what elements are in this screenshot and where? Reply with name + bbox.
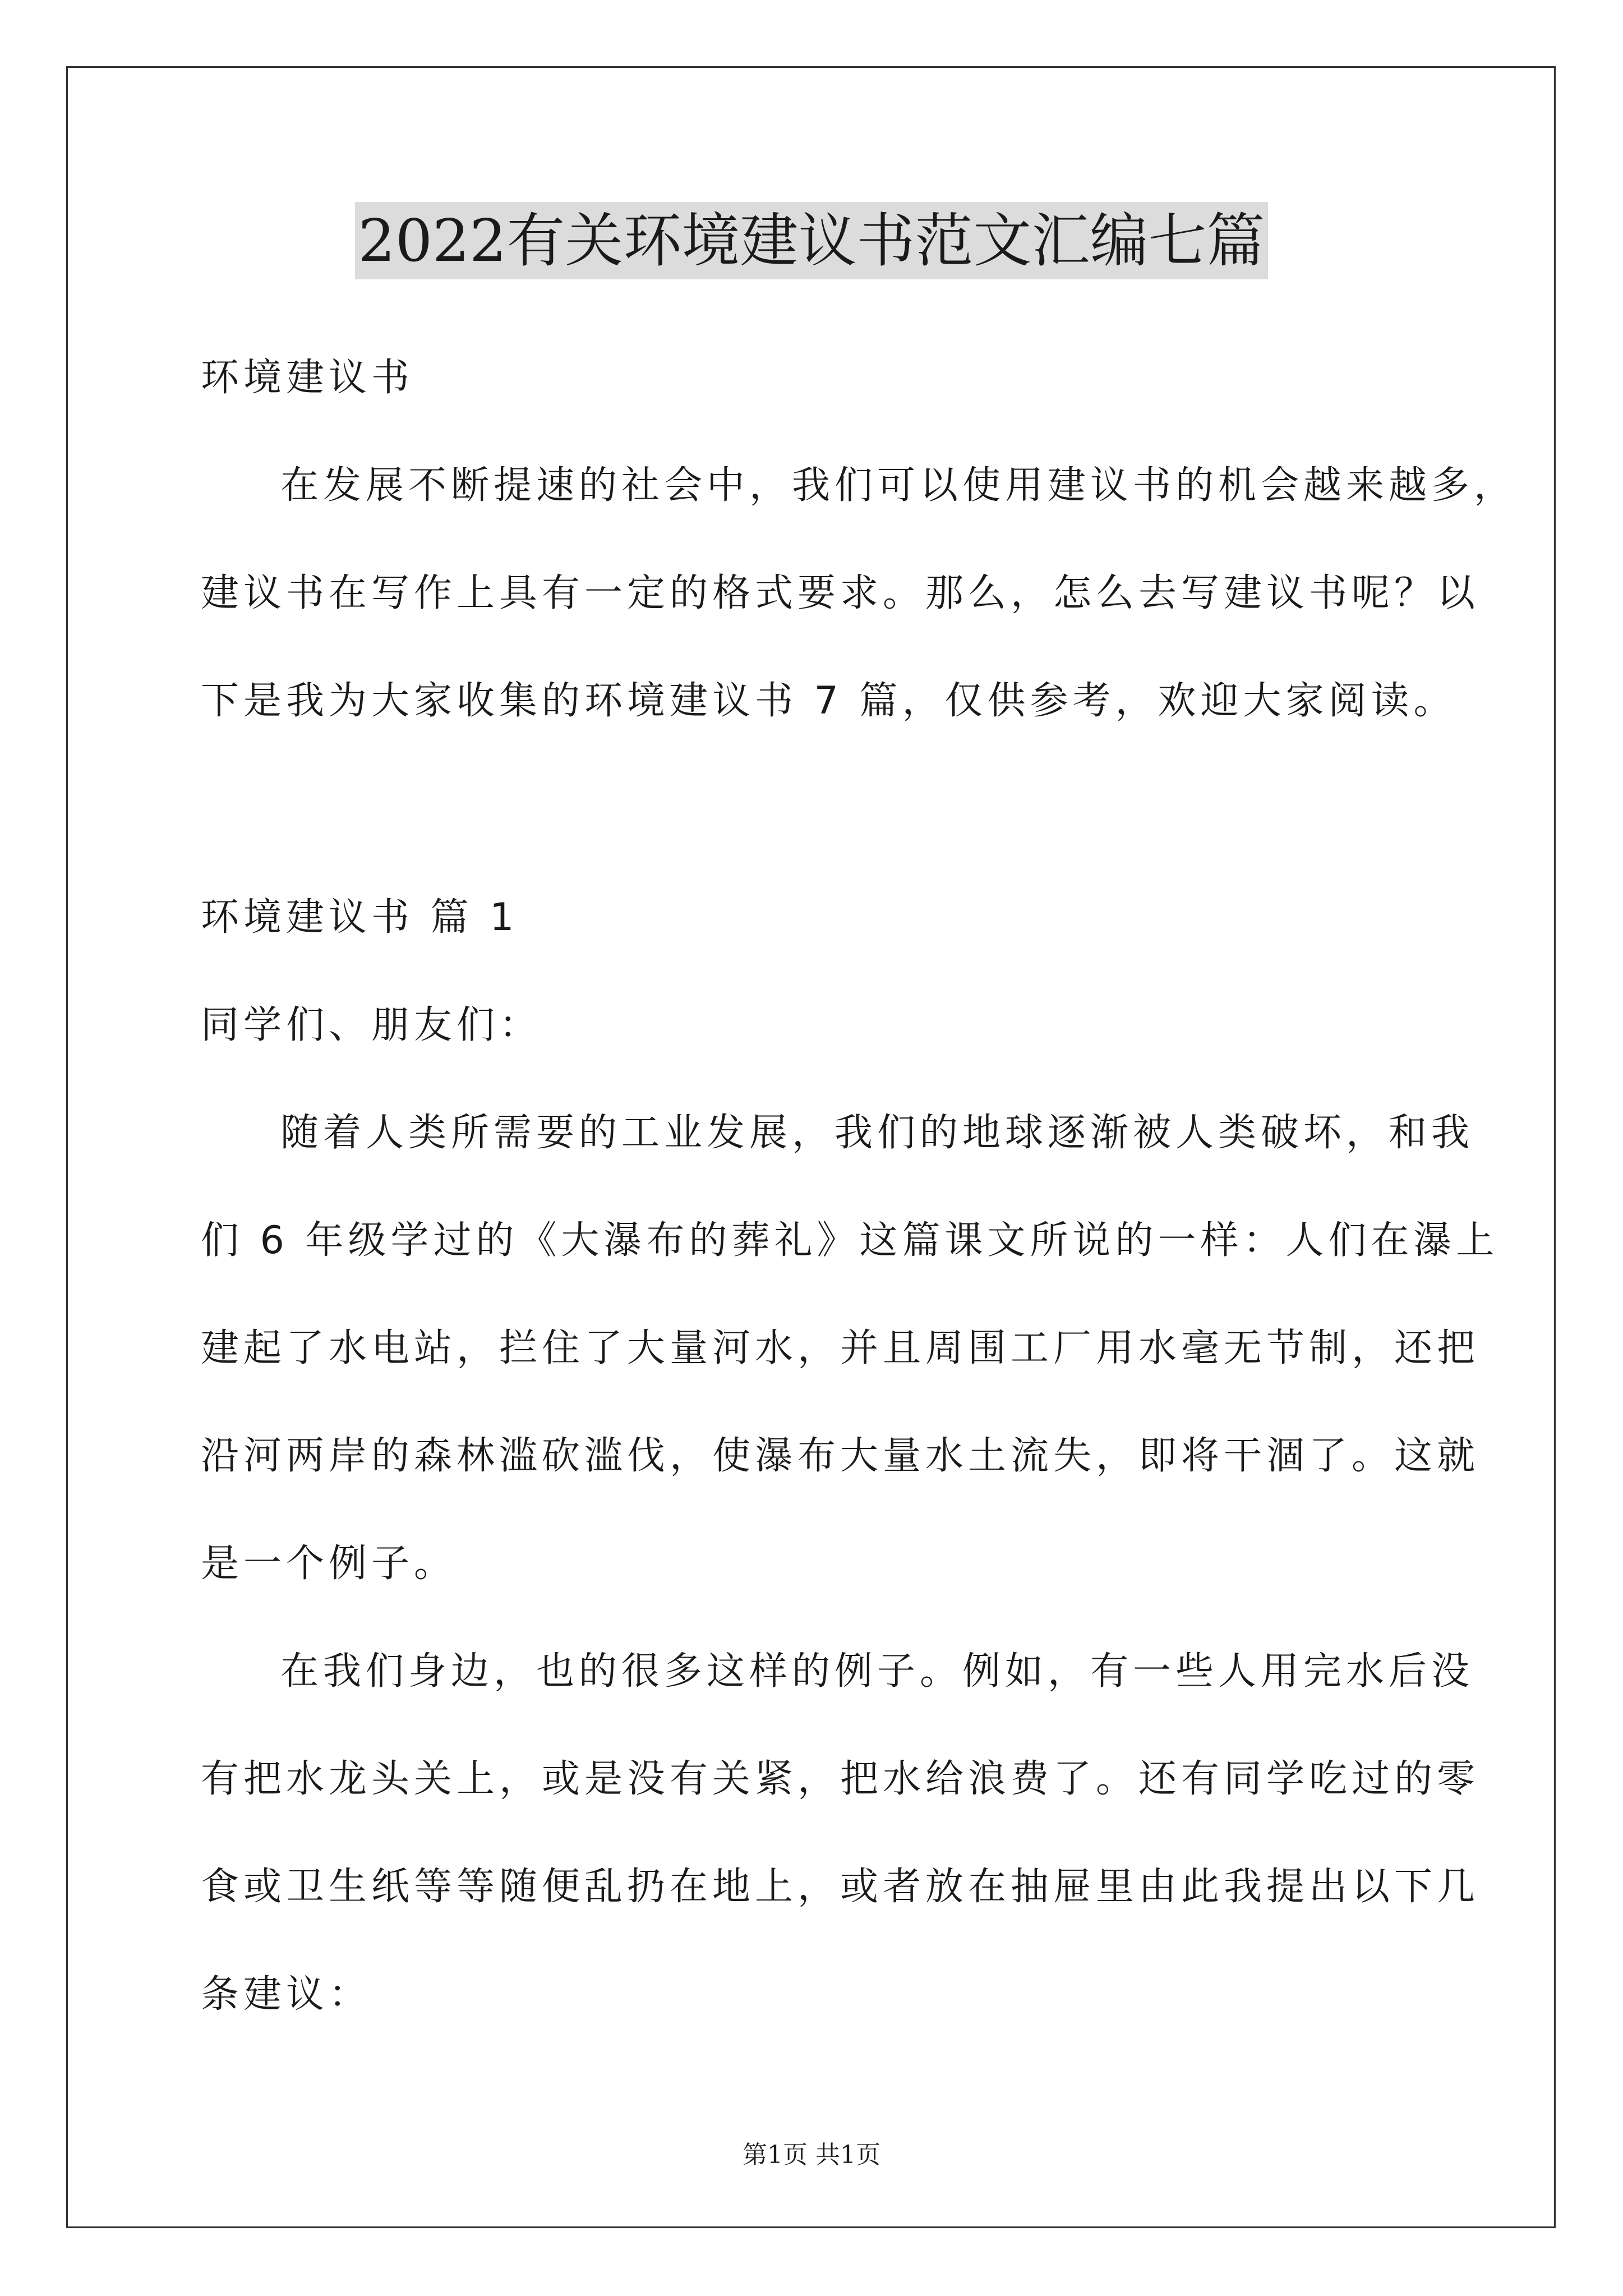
paragraph-line: 是一个例子。	[201, 1542, 457, 1586]
intro-line: 下是我为大家收集的环境建议书 7 篇，仅供参考，欢迎大家阅读。	[201, 679, 1456, 723]
section-heading: 环境建议书	[201, 356, 414, 400]
paragraph-line: 条建议：	[201, 1972, 372, 2017]
title-container	[0, 202, 1623, 279]
paragraph-line: 沿河两岸的森林滥砍滥伐，使瀑布大量水土流失，即将干涸了。这就	[201, 1434, 1480, 1478]
paragraph-line: 食或卫生纸等等随便乱扔在地上，或者放在抽屉里由此我提出以下几	[201, 1865, 1480, 1909]
paragraph-line: 们 6 年级学过的《大瀑布的葬礼》这篇课文所说的一样：人们在瀑上	[201, 1218, 1499, 1263]
page-footer: 第1页 共1页	[743, 2141, 880, 2169]
paragraph-line: 随着人类所需要的工业发展，我们的地球逐渐被人类破坏，和我	[280, 1111, 1474, 1155]
paragraph-line: 有把水龙头关上，或是没有关紧，把水给浪费了。还有同学吃过的零	[201, 1757, 1480, 1801]
intro-line: 在发展不断提速的社会中，我们可以使用建议书的机会越来越多，	[280, 463, 1517, 508]
document-title: 2022有关环境建议书范文汇编七篇	[355, 202, 1269, 279]
intro-line: 建议书在写作上具有一定的格式要求。那么，怎么去写建议书呢？以	[201, 571, 1480, 615]
paragraph-line: 在我们身边，也的很多这样的例子。例如，有一些人用完水后没	[280, 1649, 1474, 1694]
salutation: 同学们、朋友们：	[201, 1003, 542, 1047]
paragraph-line: 建起了水电站，拦住了大量河水，并且周围工厂用水毫无节制，还把	[201, 1326, 1480, 1370]
article-heading: 环境建议书 篇 1	[201, 895, 519, 940]
